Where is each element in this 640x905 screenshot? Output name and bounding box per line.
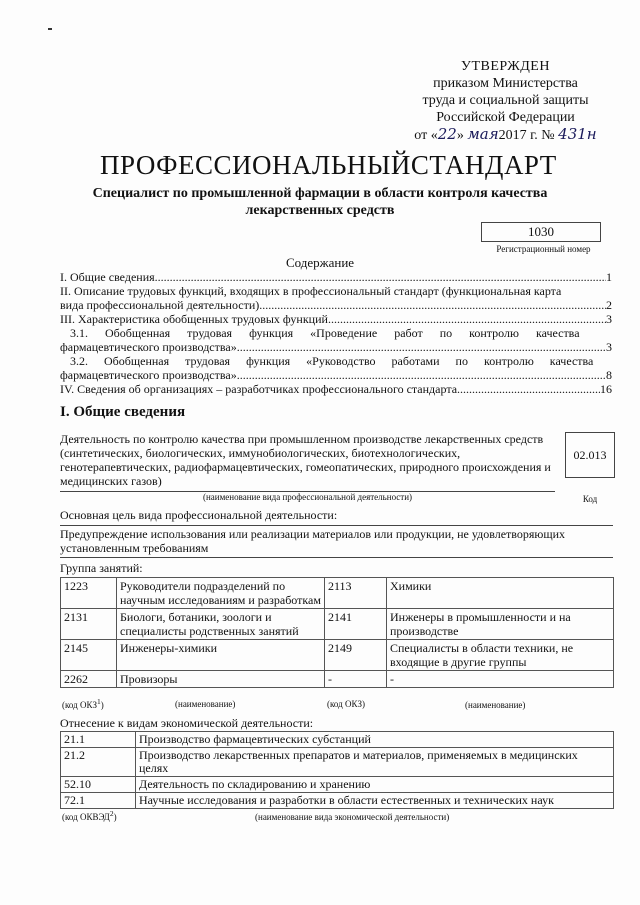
okved-code: 21.1 (61, 732, 136, 748)
okz-name-caption: (наименование) (175, 699, 236, 709)
section-heading: I. Общие сведения (60, 404, 186, 420)
okz-name-caption-2: (наименование) (465, 700, 526, 710)
okz-name: Руководители подразделений по научным исследованиям и разработкам (117, 578, 325, 609)
okved-code: 52.10 (61, 777, 136, 793)
okved-table (60, 731, 614, 809)
toc-item[interactable]: IV. Сведения об организациях – разработчиках профессионального стандарта ..... 16 (60, 382, 612, 396)
okved-code: 21.2 (61, 748, 136, 777)
approval-heading: УТВЕРЖДЕН (461, 59, 550, 74)
approval-line1: приказом Министерства (433, 76, 578, 91)
okved-code: 72.1 (61, 793, 136, 809)
group-label: Группа занятий: (60, 561, 143, 575)
toc-item[interactable]: 3.1. Обобщенная трудовая функция «Проведение работ по контролю качества фармацевтического производства» ..... 3 (60, 326, 612, 354)
okz-code: - (325, 671, 387, 688)
document-subtitle: Специалист по промышленной фармации в области контроля качества лекарственных средств (92, 186, 548, 218)
table-row (61, 777, 614, 793)
okz-name: - (387, 671, 614, 688)
date-month: мая (467, 125, 499, 143)
okved-name: Производство фармацевтических субстанций (136, 732, 614, 748)
activity-name: Деятельность по контролю качества при промышленном производстве лекарственных средств (синтетических, биологических, иммунобиологических, биотехнологических, генотерапевтических, радиофармацевтических, гомеопатических, природного происхождения и медицинских газов) (60, 432, 551, 488)
okz-code-caption: (код ОКЗ$^1$) (62, 697, 104, 710)
toc-item[interactable]: 3.2. Обобщенная трудовая функция «Руководство работами по контролю качества фармацевтического производства» ..... 8 (60, 354, 612, 382)
toc-item[interactable]: III. Характеристика обобщенных трудовых функций ..... 3 (60, 312, 612, 326)
date-prefix: от « (414, 128, 438, 143)
table-row (61, 748, 614, 777)
okz-code: 2149 (325, 640, 387, 671)
approval-date-line (398, 126, 613, 144)
okz-code: 2145 (61, 640, 117, 671)
okved-name: Деятельность по складированию и хранению (136, 777, 614, 793)
order-number: 431н (558, 125, 597, 143)
approval-block (398, 58, 613, 144)
okved-name: Производство лекарственных препаратов и материалов, применяемых в медицинских целях (136, 748, 614, 777)
code-caption: Код (582, 494, 598, 504)
activity-caption: (наименование вида профессиональной деятельности) (202, 492, 413, 502)
table-row (61, 793, 614, 809)
okz-code: 2131 (61, 609, 117, 640)
table-row (61, 671, 614, 688)
registration-label: Регистрационный номер (496, 244, 591, 254)
date-year: 2017 г. № (498, 128, 555, 143)
table-row (61, 609, 614, 640)
registration-number: 1030 (481, 222, 601, 242)
toc-item[interactable]: II. Описание трудовых функций, входящих в профессиональный стандарт (функциональная карта вида профессиональной деятельности) ..... 2 (60, 284, 612, 312)
date-mid: » (456, 128, 464, 143)
okz-name: Химики (387, 578, 614, 609)
okved-label: Отнесение к видам экономической деятельности: (60, 716, 314, 730)
goal-text: Предупреждение использования или реализации материалов или продукции, не удовлетворяющих установленным требованиям (60, 525, 613, 558)
okz-code: 2141 (325, 609, 387, 640)
okved-name-caption: (наименование вида экономической деятельности) (255, 812, 450, 822)
okved-name: Научные исследования и разработки в области естественных и технических наук (136, 793, 614, 809)
approval-line3: Российской Федерации (436, 110, 575, 125)
okz-name: Провизоры (117, 671, 325, 688)
toc-heading: Содержание (285, 255, 355, 270)
scan-mark (48, 28, 52, 30)
table-row (61, 578, 614, 609)
okz-code: 1223 (61, 578, 117, 609)
okz-code: 2113 (325, 578, 387, 609)
okz-code: 2262 (61, 671, 117, 688)
okz-name: Инженеры-химики (117, 640, 325, 671)
date-day: 22 (437, 125, 457, 143)
document-title: ПРОФЕССИОНАЛЬНЫЙСТАНДАРТ (100, 150, 557, 180)
table-row (61, 732, 614, 748)
okz-name: Инженеры в промышленности и на производстве (387, 609, 614, 640)
toc-item[interactable]: I. Общие сведения ..... 1 (60, 270, 612, 284)
table-of-contents (60, 270, 612, 396)
activity-code: 02.013 (565, 432, 615, 478)
okz-code-caption-2: (код ОКЗ) (327, 699, 365, 709)
okz-name: Специалисты в области техники, не входящие в другие группы (387, 640, 614, 671)
occupation-table (60, 577, 614, 688)
approval-line2: труда и социальной защиты (422, 93, 589, 108)
okz-name: Биологи, ботаники, зоологи и специалисты родственных занятий (117, 609, 325, 640)
table-row (61, 640, 614, 671)
goal-label: Основная цель вида профессиональной деятельности: (60, 508, 338, 522)
okved-code-caption: (код ОКВЭД$^2$) (62, 809, 117, 822)
